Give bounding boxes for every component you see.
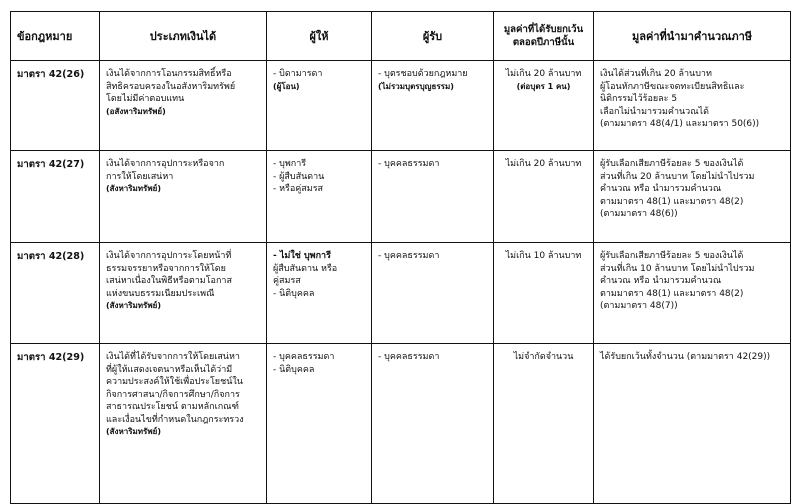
income-type-line: สิทธิครอบครองในอสังหาริมทรัพย์ bbox=[106, 81, 236, 92]
calc-line: (ตามมาตรา 48(6)) bbox=[600, 209, 678, 219]
receiver-line: - บุคคลธรรมดา bbox=[378, 352, 440, 362]
giver-line: - นิติบุคคล bbox=[273, 288, 315, 299]
giver-cell bbox=[267, 344, 372, 504]
giver-line: - นิติบุคคล bbox=[273, 364, 315, 375]
table-row bbox=[11, 61, 791, 151]
receiver-cell bbox=[372, 243, 494, 344]
calc-line: คำนวณ หรือ นำมารวมคำนวณ bbox=[600, 276, 722, 286]
calc-value-cell bbox=[594, 151, 791, 243]
exempt-value-cell bbox=[494, 243, 594, 344]
calc-value-cell bbox=[594, 243, 791, 344]
exempt-value: ไม่เกิน 10 ล้านบาท bbox=[505, 251, 582, 261]
calc-line: ตามมาตรา 48(1) และมาตรา 48(2) bbox=[600, 196, 744, 207]
calc-line: คำนวณ หรือ นำมารวมคำนวณ bbox=[600, 184, 722, 194]
income-type-line: สาธารณประโยชน์ ตามหลักเกณฑ์ bbox=[106, 402, 239, 412]
calc-value-cell bbox=[594, 61, 791, 151]
giver-line: ผู้สืบสันดาน หรือ bbox=[273, 263, 338, 274]
receiver-cell bbox=[372, 344, 494, 504]
giver-note: (ผู้โอน) bbox=[273, 81, 300, 91]
law-cell: มาตรา 42(27) bbox=[11, 151, 100, 243]
income-type-line: โดยไม่มีค่าตอบแทน bbox=[106, 94, 185, 104]
income-type-line: กิจการศาสนา/กิจการศึกษา/กิจการ bbox=[106, 389, 240, 400]
income-type-cell bbox=[100, 151, 267, 243]
income-type-line: ธรรมจรรยาหรือจากการให้โดย bbox=[106, 263, 226, 274]
table-row bbox=[11, 151, 791, 243]
income-type-line: เงินได้จากการอุปการะโดยหน้าที่ bbox=[106, 251, 232, 261]
header-receiver: ผู้รับ bbox=[372, 12, 494, 61]
income-type-note: (สังหาริมทรัพย์) bbox=[106, 301, 161, 310]
receiver-line: - บุคคลธรรมดา bbox=[378, 251, 440, 261]
calc-line: (ตามมาตรา 48(7)) bbox=[600, 301, 678, 311]
income-type-note: (สังหาริมทรัพย์) bbox=[106, 427, 161, 436]
giver-line: คู่สมรส bbox=[273, 276, 301, 286]
receiver-line: - บุคคลธรรมดา bbox=[378, 159, 440, 169]
law-cell: มาตรา 42(26) bbox=[11, 61, 100, 151]
calc-line: ผู้รับเลือกเสียภาษีร้อยละ 5 ของเงินได้ bbox=[600, 159, 744, 169]
calc-line: ได้รับยกเว้นทั้งจำนวน (ตามมาตรา 42(29)) bbox=[600, 352, 771, 362]
tax-exemption-table bbox=[10, 11, 791, 504]
income-type-line: เงินได้ที่ได้รับจากการให้โดยเสน่หา bbox=[106, 352, 240, 362]
header-row bbox=[11, 12, 791, 61]
income-type-line: เงินได้จากการอุปการะหรือจาก bbox=[106, 159, 225, 169]
receiver-cell bbox=[372, 61, 494, 151]
income-type-line: และเงื่อนไขที่กำหนดในกฎกระทรวง bbox=[106, 414, 244, 425]
giver-line: - บิดามารดา bbox=[273, 69, 323, 79]
giver-line: - ผู้สืบสันดาน bbox=[273, 171, 325, 182]
income-type-cell bbox=[100, 243, 267, 344]
income-type-line: ที่ผู้ให้แสดงเจตนาหรือเห็นได้ว่ามี bbox=[106, 364, 233, 375]
header-giver: ผู้ให้ bbox=[267, 12, 372, 61]
exempt-value: ไม่เกิน 20 ล้านบาท bbox=[505, 69, 582, 79]
calc-line: ส่วนที่เกิน 10 ล้านบาท โดยไม่นำไปรวม bbox=[600, 263, 755, 274]
calc-line: ตามมาตรา 48(1) และมาตรา 48(2) bbox=[600, 288, 744, 299]
income-type-line: การให้โดยเสน่หา bbox=[106, 171, 174, 182]
calc-line: ผู้โอนหักภาษีขณะจดทะเบียนสิทธิและ bbox=[600, 81, 745, 92]
calc-line: เงินได้ส่วนที่เกิน 20 ล้านบาท bbox=[600, 69, 712, 79]
calc-value-cell bbox=[594, 344, 791, 504]
receiver-note: (ไม่รวมบุตรบุญธรรม) bbox=[378, 81, 454, 91]
exempt-value-cell bbox=[494, 344, 594, 504]
income-type-cell bbox=[100, 61, 267, 151]
calc-line: เลือกไม่นำมารวมคำนวณได้ bbox=[600, 106, 709, 117]
calc-line: นิติกรรมไว้ร้อยละ 5 bbox=[600, 94, 678, 104]
calc-line: ส่วนที่เกิน 20 ล้านบาท โดยไม่นำไปรวม bbox=[600, 171, 755, 182]
law-cell: มาตรา 42(28) bbox=[11, 243, 100, 344]
receiver-line: - บุตรชอบด้วยกฎหมาย bbox=[378, 69, 468, 79]
calc-line: ผู้รับเลือกเสียภาษีร้อยละ 5 ของเงินได้ bbox=[600, 251, 744, 261]
income-type-line: เงินได้จากการโอนกรรมสิทธิ์หรือ bbox=[106, 69, 232, 79]
exempt-value: ไม่เกิน 20 ล้านบาท bbox=[505, 159, 582, 169]
exempt-note: (ต่อบุตร 1 คน) bbox=[516, 81, 571, 91]
exempt-value: ไม่จำกัดจำนวน bbox=[513, 352, 574, 362]
header-law: ข้อกฎหมาย bbox=[11, 12, 100, 61]
giver-line: - บุพการี bbox=[273, 159, 307, 169]
income-type-note: (อสังหาริมทรัพย์) bbox=[106, 106, 166, 116]
header-exempt-value: มูลค่าที่ได้รับยกเว้น ตลอดปีภาษีนั้น bbox=[494, 12, 594, 61]
income-type-line: เสน่หาเนื่องในพิธีหรือตามโอกาส bbox=[106, 276, 232, 286]
header-income-type: ประเภทเงินได้ bbox=[100, 12, 267, 61]
giver-cell bbox=[267, 243, 372, 344]
header-calc-value: มูลค่าที่นำมาคำนวณภาษี bbox=[594, 12, 791, 61]
law-cell: มาตรา 42(29) bbox=[11, 344, 100, 504]
exempt-value-cell bbox=[494, 151, 594, 243]
income-type-cell bbox=[100, 344, 267, 504]
receiver-cell bbox=[372, 151, 494, 243]
giver-cell bbox=[267, 61, 372, 151]
calc-line: (ตามมาตรา 48(4/1) และมาตรา 50(6)) bbox=[600, 119, 760, 129]
table-row bbox=[11, 344, 791, 504]
income-type-line: แห่งขนบธรรมเนียมประเพณี bbox=[106, 288, 215, 299]
giver-line: - ไม่ใช่ บุพการี bbox=[273, 251, 331, 261]
giver-line: - หรือคู่สมรส bbox=[273, 184, 324, 194]
giver-cell bbox=[267, 151, 372, 243]
giver-line: - บุคคลธรรมดา bbox=[273, 352, 335, 362]
table-row bbox=[11, 243, 791, 344]
exempt-value-cell bbox=[494, 61, 594, 151]
income-type-note: (สังหาริมทรัพย์) bbox=[106, 184, 161, 193]
income-type-line: ความประสงค์ให้ใช้เพื่อประโยชน์ใน bbox=[106, 377, 243, 387]
